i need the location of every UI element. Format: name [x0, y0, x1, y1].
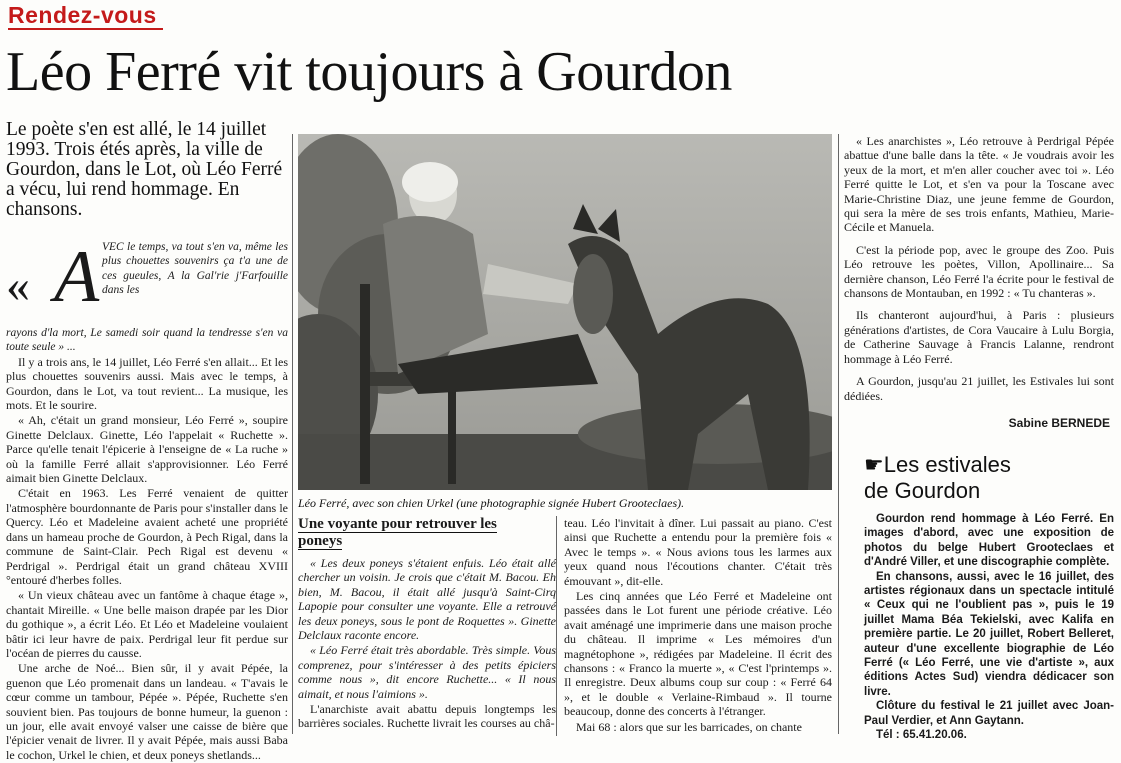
column-rule: [556, 516, 557, 736]
column-rule: [292, 134, 293, 734]
article-column-1: [6, 236, 288, 763]
paragraph: Ils chanteront aujourd'hui, à Paris : plusieurs générations d'artistes, de Cora Vaucaire à Lulu Borgia, de Catherine Sauvage à Francis Lalanne, rendront hommage à Léo Ferré.: [844, 308, 1114, 366]
paragraph: teau. Léo l'invitait à dîner. Lui passait au piano. C'est ainsi que Ruchette a entendu pour la première fois « Avec le temps ». « Nous avions tous les larmes aux yeux quand nous l'écoutions chanter. C'était très émouvant », dit-elle.: [564, 516, 832, 588]
paragraph: « Ah, c'était un grand monsieur, Léo Ferré », soupire Ginette Delclaux. Ginette, Léo l'appelait « Ruchette ». Parce qu'elle tenait l'épicerie à l'enseigne de « La ruche » où la famille Ferré allait s'approvisionner. Léo Ferré aimait bien Ginette Delclaux.: [6, 413, 288, 486]
article-column-3: [564, 516, 832, 735]
dropcap-block: [6, 236, 288, 326]
rubric-label: Rendez-vous: [8, 2, 163, 30]
lede: Le poète s'en est allé, le 14 juillet 1993. Trois étés après, la ville de Gourdon, dans le Lot, où Léo Ferré a vécu, lui rend hommage. En chansons.: [6, 119, 283, 220]
paragraph: « Léo Ferré était très abordable. Très simple. Vous comprenez, pour s'intéresser à des petits épiciers comme nous », dit encore Ruchette... « Il nous aimait, et nous l'aimions ».: [298, 643, 556, 701]
dropcap-guillemet: «: [6, 259, 30, 312]
phone-number: Tél : 65.41.20.06.: [876, 729, 967, 742]
article-column-2: [298, 556, 556, 732]
byline: Sabine BERNEDE: [1008, 416, 1110, 430]
paragraph: Il y a trois ans, le 14 juillet, Léo Ferré s'en allait... Et les plus chouettes souvenirs aussi. Mais avec le temps, à Gourdon, dans le Lot, va tout revient... La musique, les mots. Et le sourire.: [6, 354, 288, 413]
paragraph: « Les deux poneys s'étaient enfuis. Léo était allé chercher un voisin. Je crois que c'était M. Bacou. Eh bien, M. Bacou, il était allé jusqu'à Saint-Cirq Lapopie pour consulter une voyante. Elle a retrouvé les deux poneys, sous le pont de Roquettes ». Ginette Delclaux raconte encore.: [298, 556, 556, 643]
sidebar-title-line1: Les estivales: [883, 452, 1011, 477]
sidebar-body: [864, 512, 1114, 743]
paragraph: Clôture du festival le 21 juillet avec Joan-Paul Verdier, et Ann Gaytann.: [864, 700, 1114, 727]
paragraph: A Gourdon, jusqu'au 21 juillet, les Estivales lui sont dédiées.: [844, 374, 1114, 403]
paragraph: Gourdon rend hommage à Léo Ferré. En images d'abord, avec une exposition de photos du belge Hubert Grooteclaes et d'André Viller, et une discographie complète.: [864, 513, 1114, 569]
photo-leo-ferre-with-dog: [298, 134, 832, 490]
paragraph: Les cinq années que Léo Ferré et Madeleine ont passées dans le Lot furent une période créative. Léo avait aménagé une imprimerie dans une maison proche du château. Il imprime « Les mémoires d'un magnétophone », rédigées par Madeleine. Il écrit des chansons : « Franco la muerte », « C'est l'printemps ». Il enregistre. Deux albums coup sur coup : « Ferré 64 », et le double « Verlaine-Rimbaud ». Il tourne beaucoup, donne des concerts à l'étranger.: [564, 589, 832, 719]
dropcap-letter: A: [54, 236, 100, 318]
subheading: [298, 516, 518, 550]
pointing-hand-icon: ☛: [864, 452, 884, 477]
subheading-text: Une voyante pour retrouver les poneys: [298, 516, 497, 549]
column-rule: [838, 134, 839, 734]
paragraph: En chansons, aussi, avec le 16 juillet, des artistes régionaux dans un spectacle intitulé « Ceux qui ne l'oublient pas », puis le 19 juillet Mama Béa Tekielski, avec Kalifa en première partie. Le 20 juillet, Robert Belleret, auteur d'une excellente biographie de Léo Ferré (« Léo Ferré, une vie d'artiste », aux éditions Actes Sud) viendra dédicacer son livre.: [864, 570, 1114, 698]
paragraph: C'est la période pop, avec le groupe des Zoo. Puis Léo retrouve les poètes, Villon, Apollinaire... Sa dernière chanson, Léo Ferré l'a écrite pour le festival de chansons de Montauban, en 1992 : « Tu chanteras ».: [844, 242, 1114, 301]
paragraph: « Les anarchistes », Léo retrouve à Perdrigal Pépée abattue d'une balle dans la tête. « Je voudrais avoir les yeux de la mort, et m'en aller coucher avec toi ». Léo Ferré quitte le Lot, et s'en va pour la Toscane avec Marie-Christine Diaz, une jeune femme de Gourdon, qui sera la mère de ses trois enfants, Mathieu, Marie-Cécile et Manuela.: [844, 134, 1114, 235]
photo-illustration: [298, 134, 832, 490]
paragraph: Mai 68 : alors que sur les barricades, on chante: [576, 719, 802, 734]
paragraph: C'était en 1963. Les Ferré venaient de quitter l'atmosphère bourdonnante de Paris pour s'installer dans le Quercy. Léo et Madeleine avaient acheté une propriété dans un hameau proche de Gourdon, à Pech Rigal, dans la commune de Saint-Clair. Pech Rigal est devenu « Perdrigal ». Perdrigal était un grand château XVIII °entouré d'herbes folles.: [6, 486, 288, 587]
quote-continuation: rayons d'la mort, Le samedi soir quand la tendresse s'en va toute seule » ...: [6, 327, 288, 354]
paragraph: « Un vieux château avec un fantôme à chaque étage », chantait Mireille. « Une belle maison drapée par les Dior du gothique », a écrit Léo. Et Léo et Madeleine voulaient bâtir ici leur havre de paix. Perdrigal leur fit perdue sur l'océan de pierres du causse.: [6, 588, 288, 660]
dropcap-text: VEC le temps, va tout s'en va, même les plus chouettes souvenirs ça t'a une de ces gueules, A la Gal'rie j'Farfouille dans les: [102, 241, 288, 297]
sidebar-title: [864, 452, 1114, 504]
paragraph: Une arche de Noé... Bien sûr, il y avait Pépée, la guenon que Léo promenait dans un landeau. « T'avais le cœur comme un tambour, Pépée ». Pépée, Ruchette s'en souvient bien. Pas toujours de bonne humeur, la guenon : un jour, elle avait envoyé valser une caisse de bière que l'épicier venait de livrer. Il y avait Pépée, mais aussi Baba le cochon, Urkel le chien, et deux poneys shetlands...: [6, 661, 288, 762]
sidebar-title-line2: de Gourdon: [864, 478, 981, 503]
paragraph: L'anarchiste avait abattu depuis longtemps les barrières sociales. Ruchette livrait les courses au châ-: [298, 702, 556, 731]
article-column-4: [844, 134, 1114, 404]
photo-caption: Léo Ferré, avec son chien Urkel (une photographie signée Hubert Grooteclaes).: [298, 496, 685, 510]
headline: Léo Ferré vit toujours à Gourdon: [6, 41, 732, 103]
